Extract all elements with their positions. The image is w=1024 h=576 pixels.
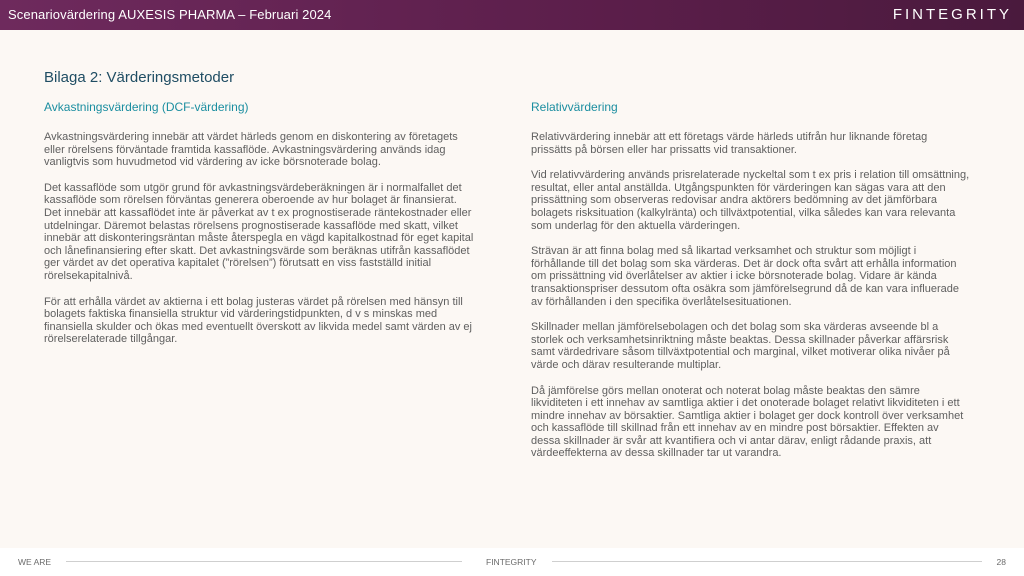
dcf-paragraph: För att erhålla värdet av aktierna i ett bolag justeras värdet på rörelsen med hänsyn till bolagets faktiska finansiella struktur vid värderingstidpunkten, d v s minskas med finansiella skulder och ökas med eventuellt överskott av likvida medel samt värden av ej rörelserelaterade tillgångar. xyxy=(44,295,472,346)
dcf-subheading: Avkastningsvärdering (DCF-värdering) xyxy=(44,100,249,114)
relative-paragraph: Skillnader mellan jämförelsebolagen och det bolag som ska värderas avseende bl a storlek och verksamhetsinriktning måste beaktas. Dessa skillnader påverkar affärsrisk samt värdedrivare såsom tillväxtpotential och marginal, vilket motiverar olika nivåer på värde och därav resulterande multiplar. xyxy=(531,321,950,371)
page-title: Bilaga 2: Värderingsmetoder xyxy=(44,69,235,86)
header-bar xyxy=(0,0,1024,30)
footer-tagline: WE ARE xyxy=(18,557,52,567)
footer-divider xyxy=(552,561,982,562)
footer-brand: FINTEGRITY xyxy=(486,557,537,567)
brand-logo: FINTEGRITY xyxy=(892,6,1012,23)
relative-paragraph: Relativvärdering innebär att ett företags värde härleds utifrån hur liknande företag prissätts på börsen eller har prissatts vid transaktioner. xyxy=(531,131,928,156)
relative-subheading: Relativvärdering xyxy=(531,100,618,114)
footer-divider xyxy=(66,561,462,562)
header-title: Scenariovärdering AUXESIS PHARMA – Februari 2024 xyxy=(8,7,332,22)
relative-paragraph: Vid relativvärdering används prisrelaterade nyckeltal som t ex pris i relation till omsättning, resultat, eller antal anställda. Utgångspunkten för värderingen kan sägas vara att den prissättning som observeras redovisar andra aktörers bedömning av det jämförbara bolagets risksituation (kalkylränta) och tillväxtpotential, vilka således kan vara relevanta som underlag för den aktuella värderingen. xyxy=(531,169,970,232)
dcf-section xyxy=(44,100,474,359)
relative-paragraph: Strävan är att finna bolag med så likartad verksamhet och struktur som möjligt i förhållande till det bolag som ska värderas. Det är dock ofta svårt att erhålla information om prissättning vid överlåtelser av aktier i icke börsnoterade bolag. Vidare är kända transaktionspriser dessutom ofta osäkra som jämförelsegrund då de kan vara influerade av förhållanden i den specifika överlåtelsesituationen. xyxy=(531,245,960,308)
page-number: 28 xyxy=(996,557,1006,567)
relative-paragraph: Då jämförelse görs mellan onoterat och noterat bolag måste beaktas den sämre likviditeten i ett innehav av samtliga aktier i det onoterade bolaget relativt likviditeten i ett mindre innehav av börsaktier. Samtliga aktier i bolaget ger dock kontroll över verksamhet och kassaflöde till skillnad från ett innehav av en mindre post börsaktier. Effekten av dessa skillnader är svår att kvantifiera och vi antar därav, enligt rådande praxis, att värdeeffekterna av dessa skillnader tar ut varandra. xyxy=(531,384,964,460)
dcf-paragraph: Det kassaflöde som utgör grund för avkastningsvärdeberäkningen är i normalfallet det kassaflöde som rörelsen förväntas generera oberoende av hur bolaget är finansierat. Det innebär att kassaflödet inte är påverkat av t ex prognostiserade räntekostnader eller utdelningar. Däremot belastas rörelsens prognostiserade kassaflöde med skatt, vilket innebär att diskonteringsräntan måste återspegla en vägd kapitalkostnad för eget kapital och lånefinansiering efter skatt. Det avkastningsvärde som beräknas utifrån kassaflödet ger värdet av det operativa kapitalet (”rörelsen”) förutsatt en viss fastställd initial rörelsekapitalnivå. xyxy=(44,181,474,282)
dcf-paragraph: Avkastningsvärdering innebär att värdet härleds genom en diskontering av företagets eller rörelsens förväntade framtida kassaflöde. Avkastningsvärdering används idag vanligtvis som huvudmetod vid värdering av icke börsnoterade bolag. xyxy=(44,131,458,169)
relative-section xyxy=(531,100,971,473)
footer xyxy=(0,548,1024,576)
